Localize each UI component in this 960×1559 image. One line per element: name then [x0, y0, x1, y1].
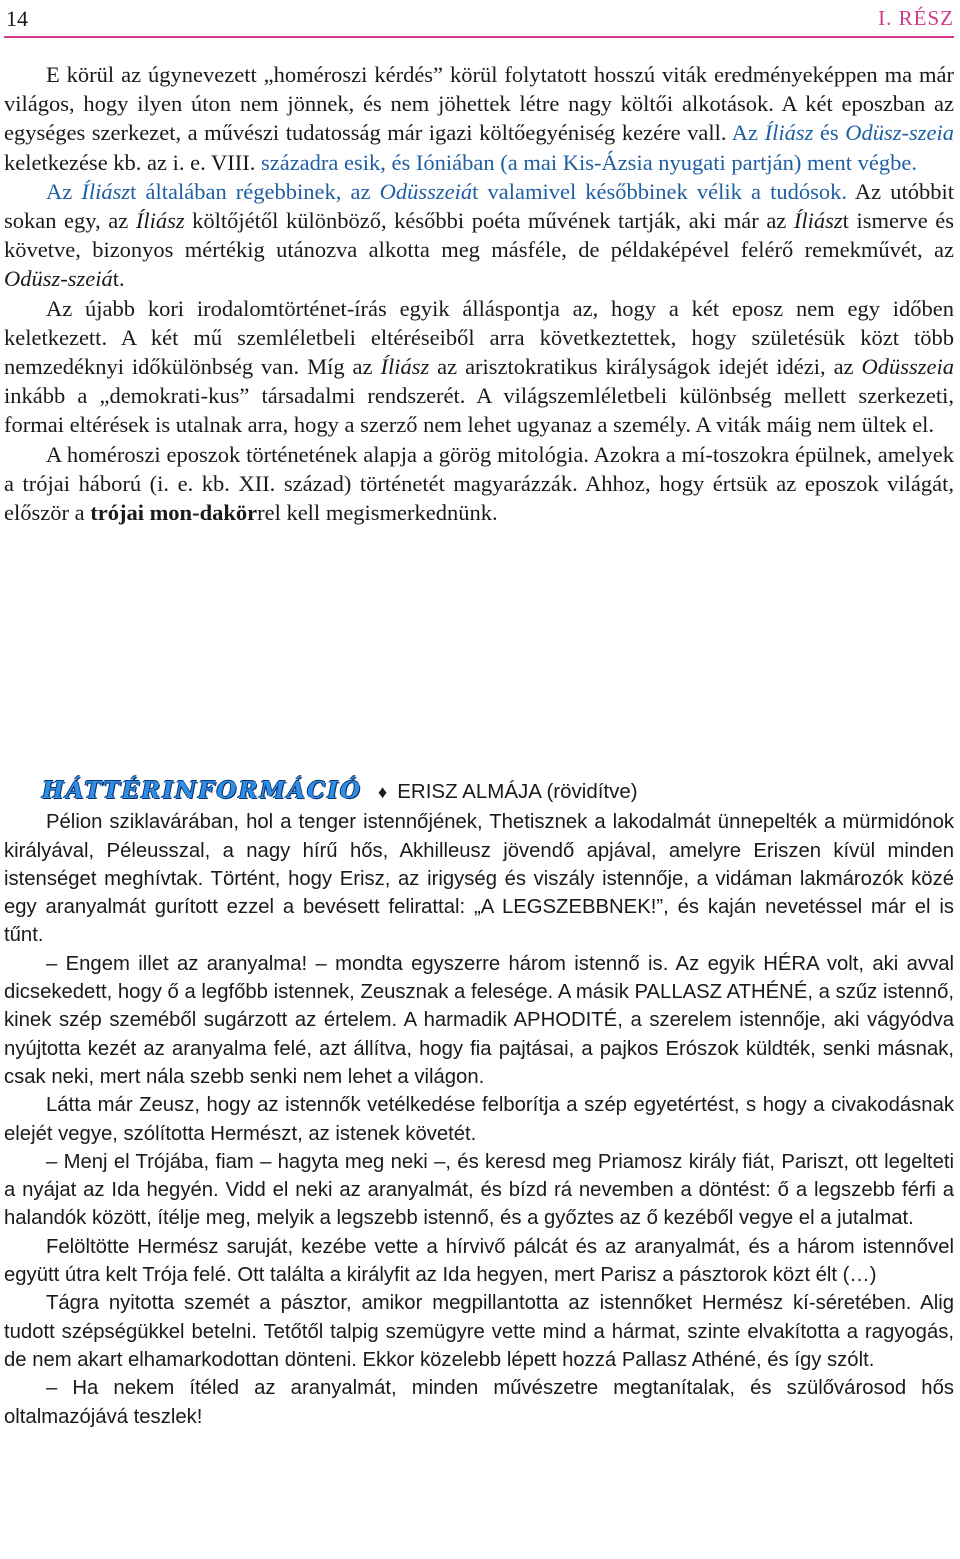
story-title: ERISZ ALMÁJA (rövidítve) [397, 780, 638, 803]
work-title: Odüsszeia [861, 354, 954, 380]
text-run: A homéroszi eposzok történetének alapja a görög mitológia. Azokra a mí-toszokra épülnek, amelyek a trójai háború (i. e. kb. XII. század) történetét magyarázzák. Ahhoz, hogy értsük az eposzok világát, először a [4, 441, 954, 526]
text-run: és [813, 120, 846, 146]
work-title: Odüsz-szeiá [4, 266, 113, 292]
work-title: Íliász [81, 178, 131, 204]
story-paragraph: Tágra nyitotta szemét a pásztor, amikor megpillantotta az istennőket Hermész kí-séretében. Alig tudott szépségükkel betelni. Tetőtől talpig szemügyre vette mind a hármat, szinte elvakította a ragyogás, de nem akart elhamarkodottan dönteni. Ekkor közelebb lépett hozzá Pallasz Athéné, és így szólt. [4, 1292, 954, 1371]
text-run: Az újabb kori irodalomtörténet-írás egyik álláspontja az, hogy a két eposz nem egy időben keletkezett. A két mű szemléletbeli eltéréseiből arra következtettek, hogy születésük közt több nemzedéknyi időkülönbség van. Míg az [4, 295, 954, 380]
background-info-box [4, 777, 954, 1431]
text-run: századra esik, és Ióniában (a mai Kis-Ázsia nyugati partján) ment végbe. [260, 149, 917, 175]
work-title: Íliász [764, 120, 814, 146]
page-number: 14 [6, 6, 28, 31]
paragraph-1 [4, 60, 954, 177]
text-run: t ismerve és követve, bizonyos mértékig utánozva alkotta meg másféle, de példaképével felérő remekművét, az [4, 208, 954, 263]
story-paragraph: Látta már Zeusz, hogy az istennők vetélkedése felborítja a szép egyetértést, s hogy a civakodásnak elejét vegye, szólította Hermészt, az istenek követét. [4, 1094, 954, 1145]
text-run: t általában régebbinek, az [130, 178, 380, 204]
box-heading [4, 777, 954, 806]
story-paragraph: – Ha nekem ítéled az aranyalmát, minden művészetre megtanítalak, és szülővárosod hős oltalmazójává teszlek! [4, 1377, 954, 1428]
section-label: I. RÉSZ [878, 6, 954, 30]
text-run: t valamivel későbbinek vélik a tudósok. [472, 178, 855, 204]
main-text [4, 60, 954, 527]
text-run: inkább a „demokrati-kus” társadalmi rendszerét. A világszemléletbeli különbség mellett szerkezeti, formai eltérések is utalnak arra, hogy a szerző nem lehet ugyanaz a személy. A viták máig nem ültek el. [4, 383, 954, 438]
running-header [4, 2, 954, 38]
text-run: t. [112, 266, 125, 292]
story-paragraph: – Menj el Trójába, fiam – hagyta meg neki –, és keresd meg Priamosz király fiát, Pariszt, ott legelteti a nyájat az Ida hegyén. Vidd el neki az aranyalmát, és bízd rá nevemben a döntést: ő a legszebb férfi a halandók között, ítélje meg, melyik a legszebb istennő, és a győztes az ő kezéből vegye el a jutalmat. [4, 1150, 954, 1230]
story-paragraph: Felöltötte Hermész saruját, kezébe vette a hírvivő pálcát és az aranyalmát, és a három istennővel együtt útra kelt Trója felé. Ott találta a királyfit az Ida hegyen, mert Parisz a pásztorok közt élt (…) [4, 1235, 954, 1287]
story-paragraph: – Engem illet az aranyalma! – mondta egyszerre három istennő is. Az egyik HÉRA volt, aki avval dicsekedett, hogy ő a legfőbb istennek, Zeusznak a felesége. A másik PALLASZ ATHÉNÉ, a szűz istennő, kinek szép szeméből sugárzott az értelem. A harmadik APHODITÉ, a szerelem istennője, aki vágyódva nyújtotta kezét az aranyalma felé, azt állítva, hogy fia pajtásai, a pajkos Erószok küldték, senki másnak, csak neki, mert nála szebb senki nem lehet a világon. [4, 952, 954, 1088]
paragraph-3 [4, 294, 954, 440]
background-info-label: HÁTTÉRINFORMÁCIÓ [42, 777, 363, 804]
text-run: Az [46, 178, 82, 204]
work-title: Íliász [135, 208, 185, 234]
work-title: Odüsszeiá [379, 178, 473, 204]
paragraph-4 [4, 440, 954, 528]
diamond-icon: ♦ [378, 782, 388, 802]
text-run: költőjétől különböző, későbbi poéta művének tartják, aki már az [184, 208, 794, 234]
work-title: Odüsz-szeia [845, 120, 954, 146]
text-run: E körül az úgynevezett „homéroszi kérdés” körül folytatott hosszú viták eredményeképpen ma már világos, hogy ilyen úton nem jönnek, és nem jöhettek létre nagy költői alkotások. A két eposzban az egységes szerkezet, a művészi tudatosság már igazi költőegyéniség kezére vall. [4, 62, 954, 146]
paragraph-2 [4, 177, 954, 294]
story-paragraph: Pélion sziklavárában, hol a tenger istennőjének, Thetisznek a lakodalmát ünnepelték a mürmidónok királyával, Péleusszal, a nagy hírű hős, Akhilleusz jövendő apjával, amelyre Eriszen kívül minden istenséget meghívtak. Történt, hogy Erisz, az irigység és viszály istennője, a vidáman lakmározók közé egy aranyalmát gurított ezzel a bevésett felirattal: „A LEGSZEBBNEK!”, és kaján nevetéssel már el is tűnt. [4, 811, 954, 947]
text-run: Az [731, 120, 765, 146]
text-run: az arisztokratikus királyságok idejét idézi, az [429, 354, 862, 380]
text-run: keletkezése kb. az i. e. VIII. [4, 149, 261, 175]
text-run: Az utóbbit sokan egy, az [4, 178, 954, 234]
text-run: rel kell megismerkednünk. [257, 500, 498, 526]
work-title: Íliász [793, 208, 843, 234]
work-title: Íliász [380, 354, 430, 380]
key-term: trójai mon-dakör [90, 500, 258, 526]
